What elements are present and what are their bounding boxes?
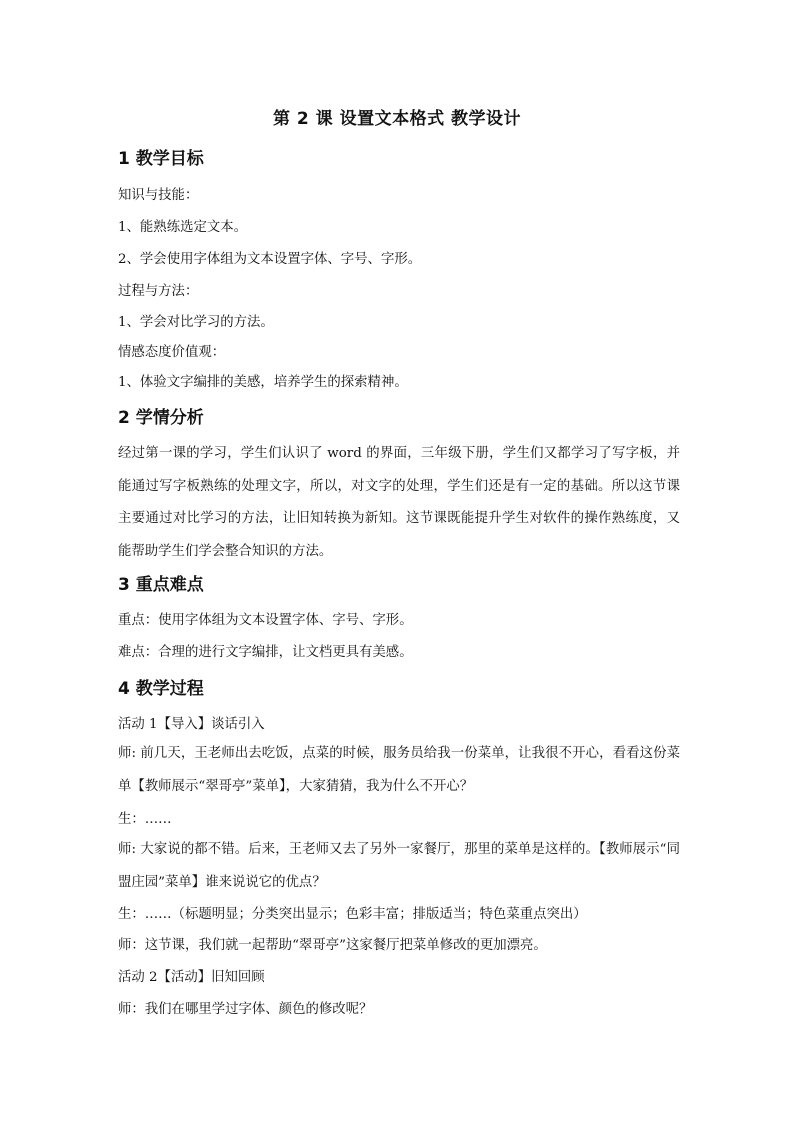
text-line: 师：我们在哪里学过字体、颜色的修改呢？: [118, 1002, 373, 1017]
text-line: 难点：合理的进行文字编排，让文档更具有美感。: [118, 645, 413, 660]
text-line: 生：……（标题明显；分类突出显示；色彩丰富；排版适当；特色菜重点突出）: [118, 907, 587, 922]
section-heading-goals: 1 教学目标: [118, 149, 204, 169]
text-line: 1、学会对比学习的方法。: [118, 315, 274, 330]
section-heading-key-points: 3 重点难点: [118, 575, 204, 595]
document-title: 第 2 课 设置文本格式 教学设计: [272, 109, 521, 129]
text-line: 重点：使用字体组为文本设置字体、字号、字形。: [118, 613, 413, 628]
text-line: 1、能熟练选定文本。: [118, 220, 248, 235]
activity-label: 活动 1【导入】谈话引入: [118, 717, 265, 732]
text-line: 2、学会使用字体组为文本设置字体、字号、字形。: [118, 252, 422, 267]
analysis-paragraph: 经过第一课的学习，学生们认识了 word 的界面，三年级下册，学生们又都学习了写字板，并能通过写字板熟练的处理文字，所以，对文字的处理，学生们还是有一定的基础。所以这节课主要通过对比学习的方法，让旧知转换为新知。这节课既能提升学生对软件的操作熟练度，又能帮助学生们学会整合知识的方法。: [118, 446, 680, 559]
section-heading-analysis: 2 学情分析: [118, 408, 204, 428]
text-line: 师：这节课，我们就一起帮助“翠哥亭”这家餐厅把菜单修改的更加漂亮。: [118, 938, 547, 953]
text-line: 生：……: [118, 812, 172, 827]
section-heading-process: 4 教学过程: [118, 679, 204, 699]
text-line: 1、体验文字编排的美感，培养学生的探索精神。: [118, 375, 408, 390]
text-line: 过程与方法：: [118, 284, 199, 299]
dialogue-paragraph: 师: 前几天，王老师出去吃饭，点菜的时候，服务员给我一份菜单，让我很不开心，看看这份菜单【教师展示“翠哥亭”菜单】，大家猜猜，我为什么不开心？: [118, 746, 680, 794]
dialogue-paragraph: 师: 大家说的都不错。后来，王老师又去了另外一家餐厅，那里的菜单是这样的。【教师展示“同盟庄园”菜单】谁来说说它的优点？: [118, 842, 680, 890]
activity-label: 活动 2【活动】旧知回顾: [118, 970, 265, 985]
text-line: 情感态度价值观：: [118, 345, 226, 360]
text-line: 知识与技能：: [118, 188, 199, 203]
